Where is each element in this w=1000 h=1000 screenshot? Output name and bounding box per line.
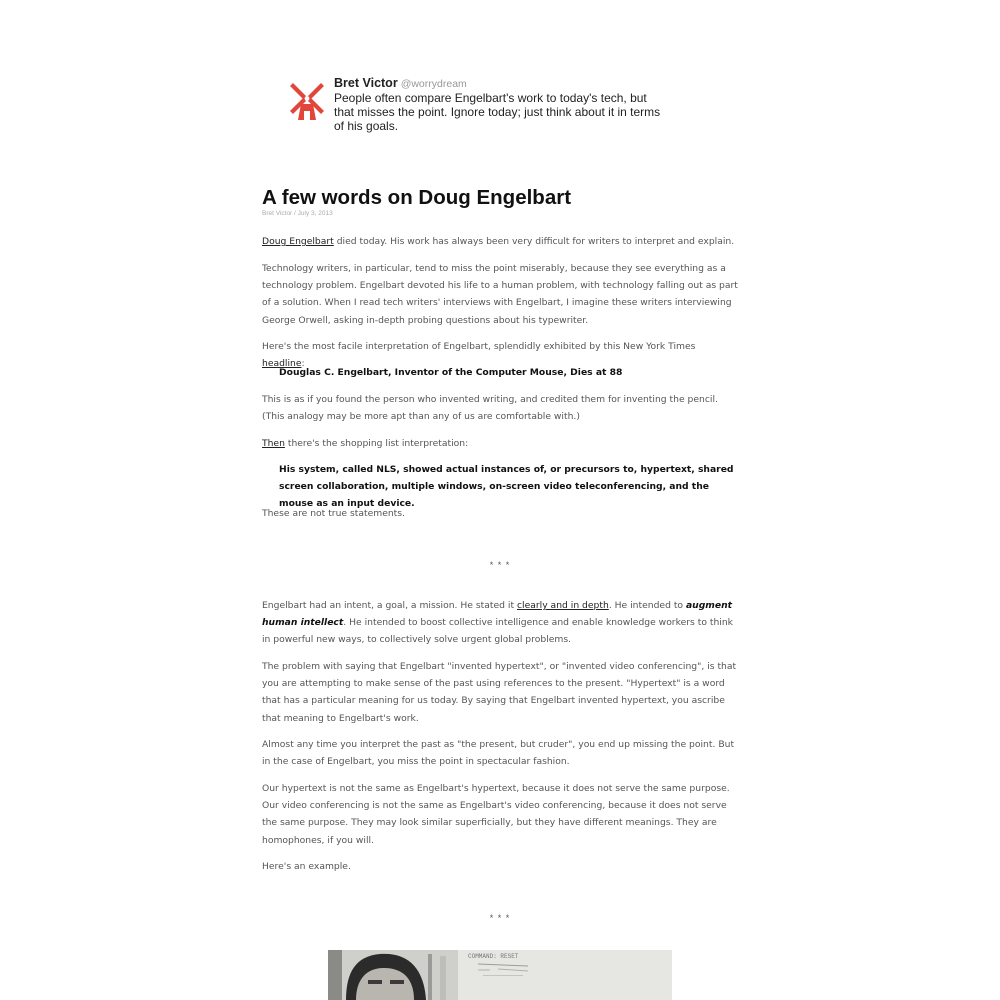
paragraph-1	[262, 233, 738, 250]
then-link[interactable]: Then	[262, 438, 285, 449]
quote-shopping-list: His system, called NLS, showed actual instances of, or precursors to, hypertext, shared screen collaboration, multiple windows, on-screen video teleconferencing, and the mouse as an input device.	[279, 464, 734, 510]
paragraph-3-colon: :	[301, 358, 305, 370]
windmill-icon	[290, 80, 324, 120]
paragraph-7-text-c: . He intended to boost collective intelligence and enable knowledge workers to think in powerful new ways, to collectively solve urgent global problems.	[262, 617, 733, 646]
paragraph-11: Here's an example.	[262, 861, 351, 872]
paragraph-4: This is as if you found the person who invented writing, and credited them for inventing the pencil. (This analogy may be more apt than any of us are comfortable with.)	[262, 394, 718, 423]
augment-human-intellect-emphasis: augment human intellect	[262, 600, 733, 629]
headline-link[interactable]: headline	[262, 358, 302, 370]
doug-engelbart-link[interactable]: Doug Engelbart	[262, 236, 334, 247]
engelbart-demo-photo	[328, 950, 672, 1000]
paragraph-7-text-a: Engelbart had an intent, a goal, a mission. He stated it	[262, 600, 517, 611]
photo-screen-text: COMMAND: RESET	[468, 953, 519, 960]
section-separator-2: * * *	[489, 913, 511, 923]
paragraph-10: Our hypertext is not the same as Engelbart's hypertext, because it does not serve the same purpose. Our video conferencing is not the same as Engelbart's video conferencing, because it does not serve the same purpose. They may look similar superficially, but they have different meanings. They are homophones, if you will.	[262, 783, 730, 846]
paragraph-1-text: died today. His work has always been very difficult for writers to interpret and explain.	[333, 236, 735, 247]
paragraph-8: The problem with saying that Engelbart "invented hypertext", or "invented video conferencing", is that you are attempting to make sense of the past using references to the present. "Hypertext" is a word that has a particular meaning for us today. By saying that Engelbart invented hypertext, you ascribe that meaning to Engelbart's work.	[262, 661, 737, 724]
paragraph-5	[262, 435, 738, 452]
paragraph-7-text-b: . He intended to	[608, 600, 686, 611]
tweet-author[interactable]	[334, 76, 467, 90]
paragraph-9: Almost any time you interpret the past as "the present, but cruder", you end up missing the point. But in the case of Engelbart, you miss the point in spectacular fashion.	[262, 739, 735, 768]
quote-nyt-headline: Douglas C. Engelbart, Inventor of the Computer Mouse, Dies at 88	[279, 367, 623, 378]
article-byline: Bret Victor / July 3, 2013	[262, 210, 333, 217]
section-separator-1: * * *	[489, 560, 511, 570]
paragraph-7	[262, 597, 738, 649]
paragraph-5-text: there's the shopping list interpretation:	[284, 438, 469, 449]
tweet-author-handle[interactable]: @worrydream	[400, 78, 467, 90]
tweet-author-name[interactable]: Bret Victor	[334, 76, 398, 90]
article-title: A few words on Doug Engelbart	[262, 186, 572, 209]
paragraph-6: These are not true statements.	[262, 508, 405, 519]
paragraph-2: Technology writers, in particular, tend to miss the point miserably, because they see everything as a technology problem. Engelbart devoted his life to a human problem, with technology falling out as part of a solution. When I read tech writers' interviews with Engelbart, I imagine these writers interviewing George Orwell, asking in-depth probing questions about his typewriter.	[262, 263, 738, 326]
clearly-in-depth-link[interactable]: clearly and in depth	[516, 600, 609, 611]
tweet-text: People often compare Engelbart's work to today's tech, but that misses the point. Ignore today; just think about it in terms of his goals.	[334, 91, 661, 133]
paragraph-3-text: Here's the most facile interpretation of Engelbart, splendidly exhibited by this New York Times	[262, 341, 696, 352]
